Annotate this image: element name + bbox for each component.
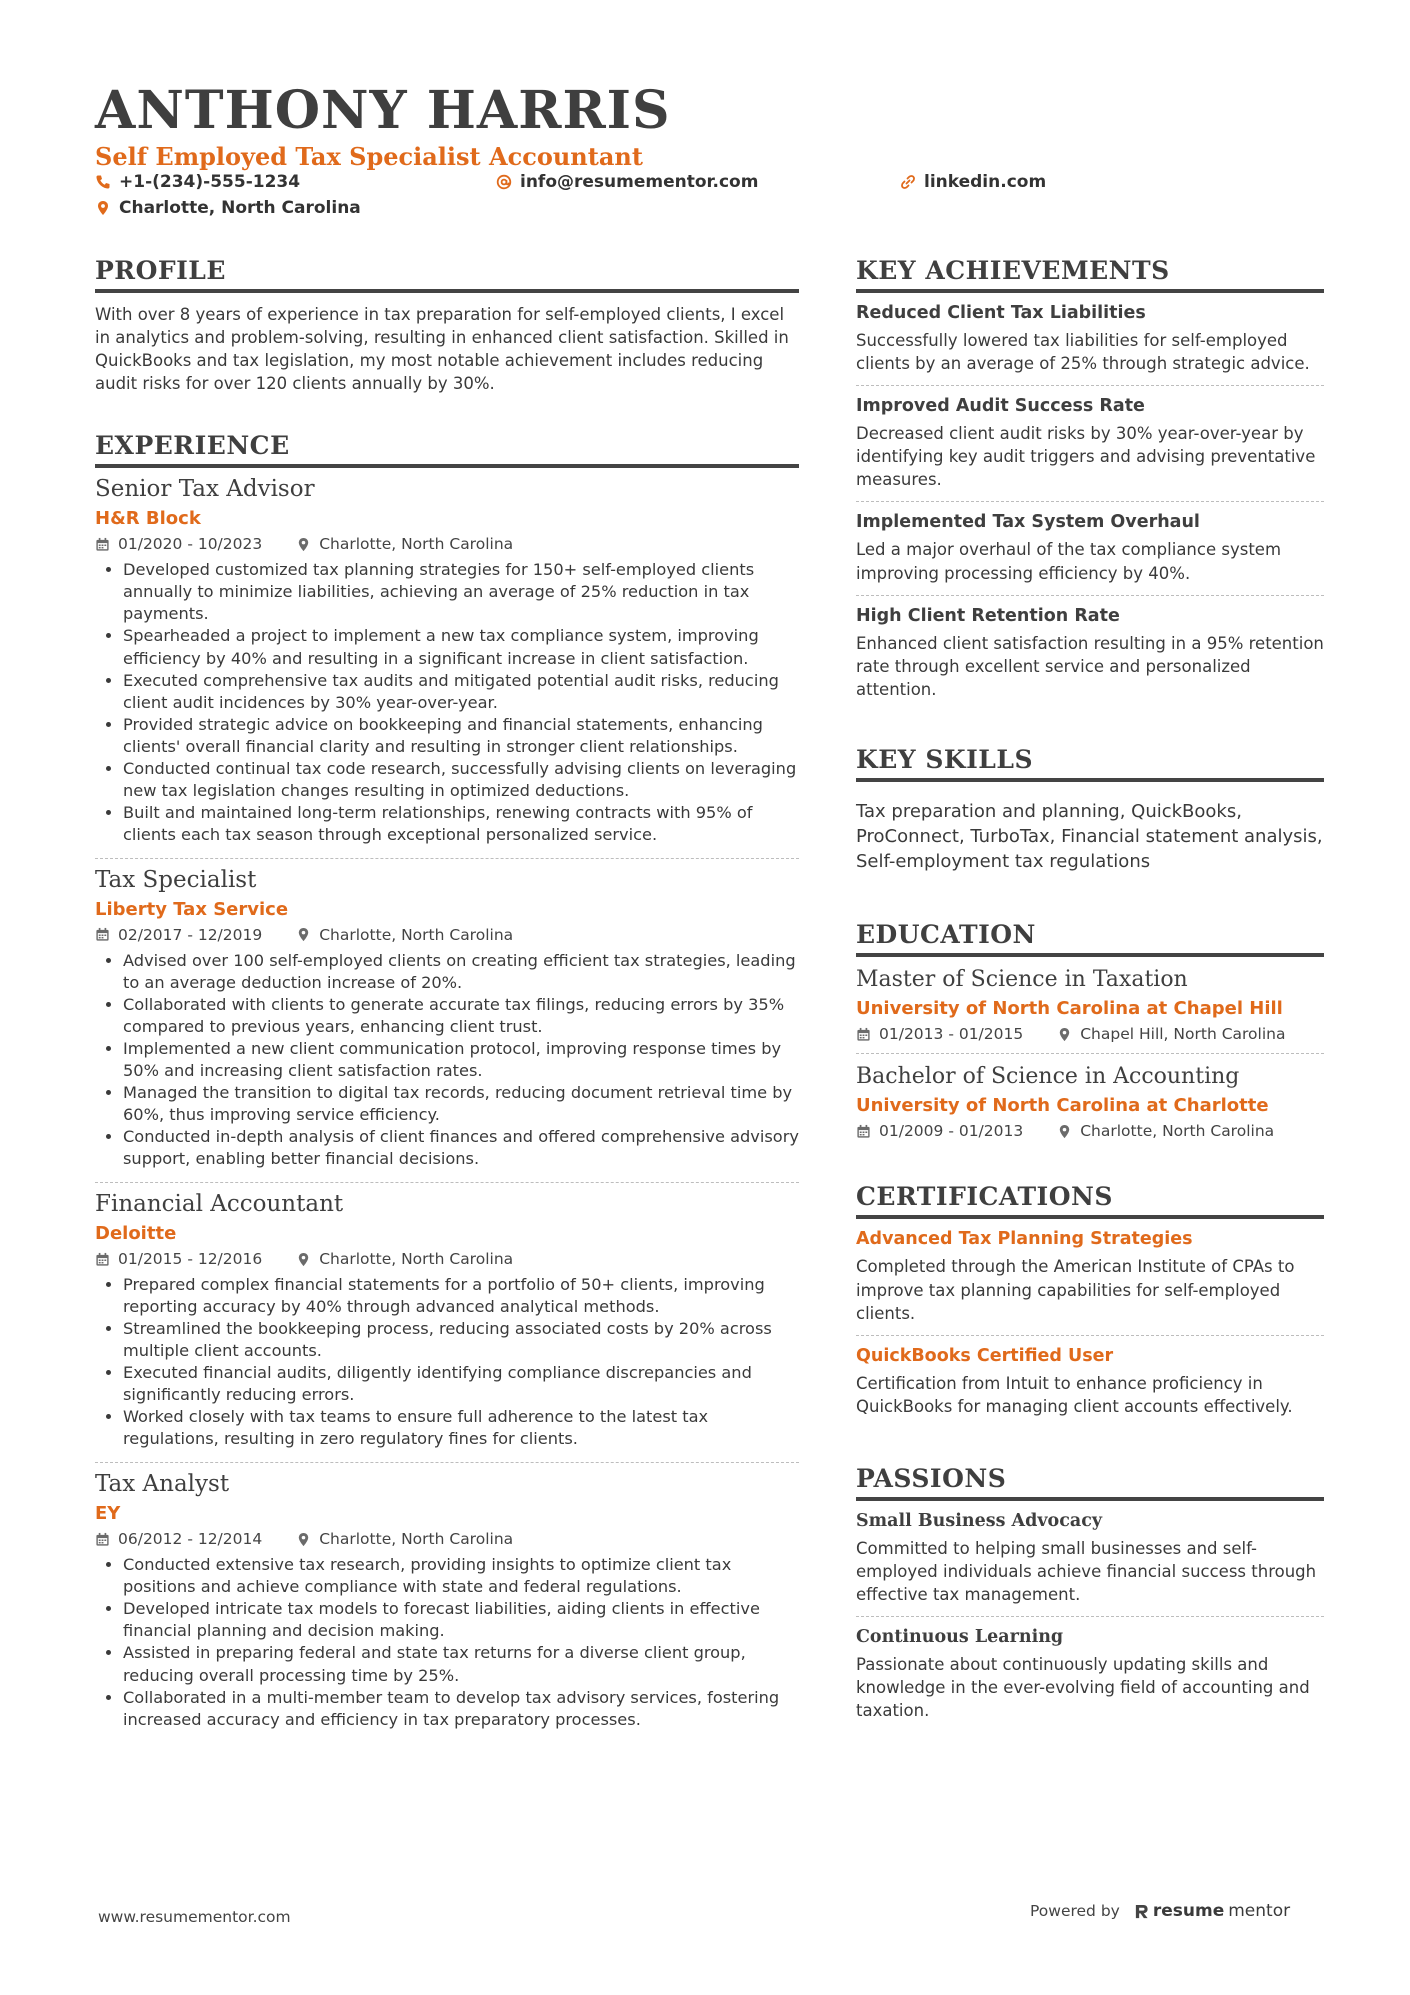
phone-icon	[95, 174, 111, 190]
passion-entry	[856, 1617, 1324, 1732]
job-dates: 01/2020 - 10/2023	[118, 535, 263, 554]
education-heading: EDUCATION	[856, 920, 1324, 957]
education-entry	[856, 957, 1324, 1054]
bullet-item: • Assisted in preparing federal and state tax returns for a diverse client group, reducing overall processing time by 25%.	[123, 1642, 799, 1686]
phone-text: +1-(234)-555-1234	[119, 172, 301, 192]
job-entry	[95, 1463, 799, 1742]
job-bullets	[95, 1554, 799, 1730]
bullet-item: • Developed intricate tax models to forecast liabilities, aiding clients in effective financial planning and decision making.	[123, 1598, 799, 1642]
passion-desc: Committed to helping small businesses and self-employed individuals achieve financial success through effective tax management.	[856, 1538, 1317, 1605]
phone-contact	[95, 172, 300, 192]
bullet-item: • Executed comprehensive tax audits and mitigated potential audit risks, reducing client audit incidences by 30% year-over-year.	[123, 670, 799, 714]
job-location: Charlotte, North Carolina	[319, 1530, 514, 1549]
education-location: Chapel Hill, North Carolina	[1080, 1025, 1286, 1044]
brand-logo[interactable]	[1134, 1901, 1290, 1921]
footer-powered	[1030, 1901, 1290, 1921]
company-name: EY	[95, 1503, 121, 1525]
location-contact	[95, 198, 361, 218]
achievement-title: Improved Audit Success Rate	[856, 396, 1145, 417]
location-pin-icon	[95, 200, 111, 216]
achievements-section	[856, 256, 1324, 711]
calendar-icon	[95, 1252, 110, 1267]
bullet-item: • Worked closely with tax teams to ensure full adherence to the latest tax regulations, resulting in zero regulatory fines for clients.	[123, 1406, 799, 1450]
bullet-item: • Conducted in-depth analysis of client finances and offered comprehensive advisory support, enabling better financial decisions.	[123, 1126, 799, 1170]
job-bullets	[95, 950, 799, 1170]
job-role: Tax Analyst	[95, 1471, 230, 1498]
location-pin-icon	[296, 1532, 311, 1547]
achievement-title: High Client Retention Rate	[856, 605, 1120, 626]
powered-by-label: Powered by	[1030, 1902, 1120, 1920]
passion-entry	[856, 1501, 1324, 1617]
bullet-item: • Streamlined the bookkeeping process, reducing associated costs by 20% across multiple client accounts.	[123, 1318, 799, 1362]
certification-title: Advanced Tax Planning Strategies	[856, 1229, 1193, 1250]
bullet-item: • Conducted extensive tax research, providing insights to optimize client tax positions and achieve compliance with state and federal regulations.	[123, 1554, 799, 1598]
job-location: Charlotte, North Carolina	[319, 1250, 514, 1269]
link-icon	[900, 174, 916, 190]
calendar-icon	[95, 927, 110, 942]
education-meta	[856, 1122, 1324, 1140]
brand-name-light: mentor	[1228, 1901, 1291, 1921]
bullet-item: • Executed financial audits, diligently identifying compliance discrepancies and significantly reducing errors.	[123, 1362, 799, 1406]
calendar-icon	[95, 537, 110, 552]
job-bullets	[95, 1274, 799, 1450]
job-role: Financial Accountant	[95, 1191, 344, 1218]
passions-heading: PASSIONS	[856, 1464, 1324, 1501]
achievement-desc: Successfully lowered tax liabilities for self-employed clients by an average of 25% through strategic advice.	[856, 331, 1310, 374]
job-role: Senior Tax Advisor	[95, 476, 315, 503]
education-dates: 01/2013 - 01/2015	[879, 1025, 1024, 1044]
bullet-item: • Spearheaded a project to implement a new tax compliance system, improving efficiency by 40% and resulting in a significant increase in client satisfaction.	[123, 625, 799, 669]
resumementor-logo-icon	[1134, 1903, 1149, 1920]
job-dates: 02/2017 - 12/2019	[118, 925, 263, 944]
education-section	[856, 920, 1324, 1150]
footer-website[interactable]: www.resumementor.com	[98, 1908, 291, 1926]
at-icon	[496, 174, 512, 190]
bullet-item: • Collaborated with clients to generate accurate tax filings, reducing errors by 35% compared to previous years, enhancing client trust.	[123, 994, 799, 1038]
job-meta	[95, 1250, 799, 1268]
job-location: Charlotte, North Carolina	[319, 925, 514, 944]
bullet-item: • Advised over 100 self-employed clients on creating efficient tax strategies, leading to an average deduction increase of 20%.	[123, 950, 799, 994]
skills-section	[856, 745, 1324, 874]
certification-title: QuickBooks Certified User	[856, 1345, 1114, 1366]
achievement-title: Reduced Client Tax Liabilities	[856, 303, 1146, 323]
passions-section	[856, 1464, 1324, 1733]
calendar-icon	[95, 1532, 110, 1547]
achievement-desc: Decreased client audit risks by 30% year-over-year by identifying key audit triggers and advising preventative measures.	[856, 424, 1316, 490]
certification-desc: Certification from Intuit to enhance proficiency in QuickBooks for managing client accounts effectively.	[856, 1373, 1293, 1416]
location-text: Charlotte, North Carolina	[119, 198, 361, 218]
bullet-item: • Managed the transition to digital tax records, reducing document retrieval time by 60%, thus improving service efficiency.	[123, 1082, 799, 1126]
education-location: Charlotte, North Carolina	[1080, 1122, 1275, 1141]
job-entry	[95, 468, 799, 858]
job-dates: 01/2015 - 12/2016	[118, 1250, 263, 1269]
skills-heading: KEY SKILLS	[856, 745, 1324, 782]
calendar-icon	[856, 1124, 871, 1139]
school-name: University of North Carolina at Chapel Hill	[856, 998, 1283, 1020]
email-contact[interactable]	[496, 172, 758, 192]
bullet-item: • Implemented a new client communication protocol, improving response times by 50% and increasing client satisfaction rates.	[123, 1038, 799, 1082]
email-text[interactable]: info@resumementor.com	[520, 172, 759, 192]
job-location: Charlotte, North Carolina	[319, 535, 514, 554]
bullet-item: • Built and maintained long-term relationships, renewing contracts with 95% of clients each tax season through exceptional personalized service.	[123, 802, 799, 846]
achievement-entry	[856, 596, 1324, 711]
achievement-entry	[856, 502, 1324, 595]
job-entry	[95, 859, 799, 1183]
experience-heading: EXPERIENCE	[95, 431, 799, 468]
company-name: Liberty Tax Service	[95, 898, 289, 920]
linkedin-text[interactable]: linkedin.com	[924, 172, 1047, 192]
passion-title: Small Business Advocacy	[856, 1510, 1103, 1531]
location-pin-icon	[296, 927, 311, 942]
location-pin-icon	[296, 1252, 311, 1267]
bullet-item: • Developed customized tax planning strategies for 150+ self-employed clients annually to minimize liabilities, achieving an average of 25% reduction in tax payments.	[123, 559, 799, 625]
location-pin-icon	[1057, 1027, 1072, 1042]
location-pin-icon	[1057, 1124, 1072, 1139]
bullet-item: • Conducted continual tax code research, successfully advising clients on leveraging new tax legislation changes resulting in optimized deductions.	[123, 758, 799, 802]
bullet-item: • Provided strategic advice on bookkeeping and financial statements, enhancing clients' overall financial clarity and resulting in stronger client relationships.	[123, 714, 799, 758]
achievement-entry	[856, 386, 1324, 502]
job-bullets	[95, 559, 799, 845]
profile-text: With over 8 years of experience in tax preparation for self-employed clients, I excel in analytics and problem-solving, resulting in enhanced client satisfaction. Skilled in QuickBooks and tax legislation, my most notable achievement includes reducing audit risks for over 120 clients annually by 30%.	[95, 305, 789, 394]
certification-entry	[856, 1219, 1324, 1335]
passion-desc: Passionate about continuously updating skills and knowledge in the ever-evolving field of accounting and taxation.	[856, 1655, 1310, 1721]
bullet-item: • Collaborated in a multi-member team to develop tax advisory services, fostering increased accuracy and efficiency in tax preparatory processes.	[123, 1687, 799, 1731]
certifications-section	[856, 1182, 1324, 1427]
certification-entry	[856, 1336, 1324, 1428]
left-column	[95, 256, 799, 1773]
calendar-icon	[856, 1027, 871, 1042]
certifications-heading: CERTIFICATIONS	[856, 1182, 1324, 1219]
brand-name-bold: resume	[1152, 1901, 1225, 1921]
job-meta	[95, 926, 799, 944]
experience-section	[95, 431, 799, 1742]
bullet-item: • Prepared complex financial statements for a portfolio of 50+ clients, improving reporting accuracy by 40% through advanced analytical methods.	[123, 1274, 799, 1318]
profile-section	[95, 256, 799, 395]
passion-title: Continuous Learning	[856, 1627, 1064, 1648]
company-name: H&R Block	[95, 508, 201, 530]
achievement-desc: Enhanced client satisfaction resulting in a 95% retention rate through excellent service and personalized attention.	[856, 633, 1324, 699]
education-dates: 01/2009 - 01/2013	[879, 1122, 1024, 1141]
linkedin-contact[interactable]	[900, 172, 1046, 192]
job-meta	[95, 535, 799, 553]
location-pin-icon	[296, 537, 311, 552]
company-name: Deloitte	[95, 1223, 177, 1245]
degree-name: Master of Science in Taxation	[856, 967, 1188, 993]
profile-heading: PROFILE	[95, 256, 799, 293]
job-meta	[95, 1530, 799, 1548]
job-entry	[95, 1183, 799, 1463]
right-column	[856, 256, 1324, 1762]
achievement-entry	[856, 293, 1324, 386]
degree-name: Bachelor of Science in Accounting	[856, 1064, 1240, 1090]
education-meta	[856, 1025, 1324, 1043]
education-entry	[856, 1054, 1324, 1150]
job-title: Self Employed Tax Specialist Accountant	[95, 142, 643, 171]
skills-text: Tax preparation and planning, QuickBooks, ProConnect, TurboTax, Financial statement analysis, Self-employment tax regulations	[856, 800, 1323, 872]
certification-desc: Completed through the American Institute of CPAs to improve tax planning capabilities for self-employed clients.	[856, 1257, 1295, 1323]
candidate-name: ANTHONY HARRIS	[95, 80, 671, 141]
achievement-title: Implemented Tax System Overhaul	[856, 512, 1200, 533]
school-name: University of North Carolina at Charlotte	[856, 1095, 1269, 1117]
achievements-heading: KEY ACHIEVEMENTS	[856, 256, 1324, 293]
achievement-desc: Led a major overhaul of the tax compliance system improving processing efficiency by 40%.	[856, 540, 1282, 583]
job-dates: 06/2012 - 12/2014	[118, 1530, 263, 1549]
job-role: Tax Specialist	[95, 866, 257, 893]
